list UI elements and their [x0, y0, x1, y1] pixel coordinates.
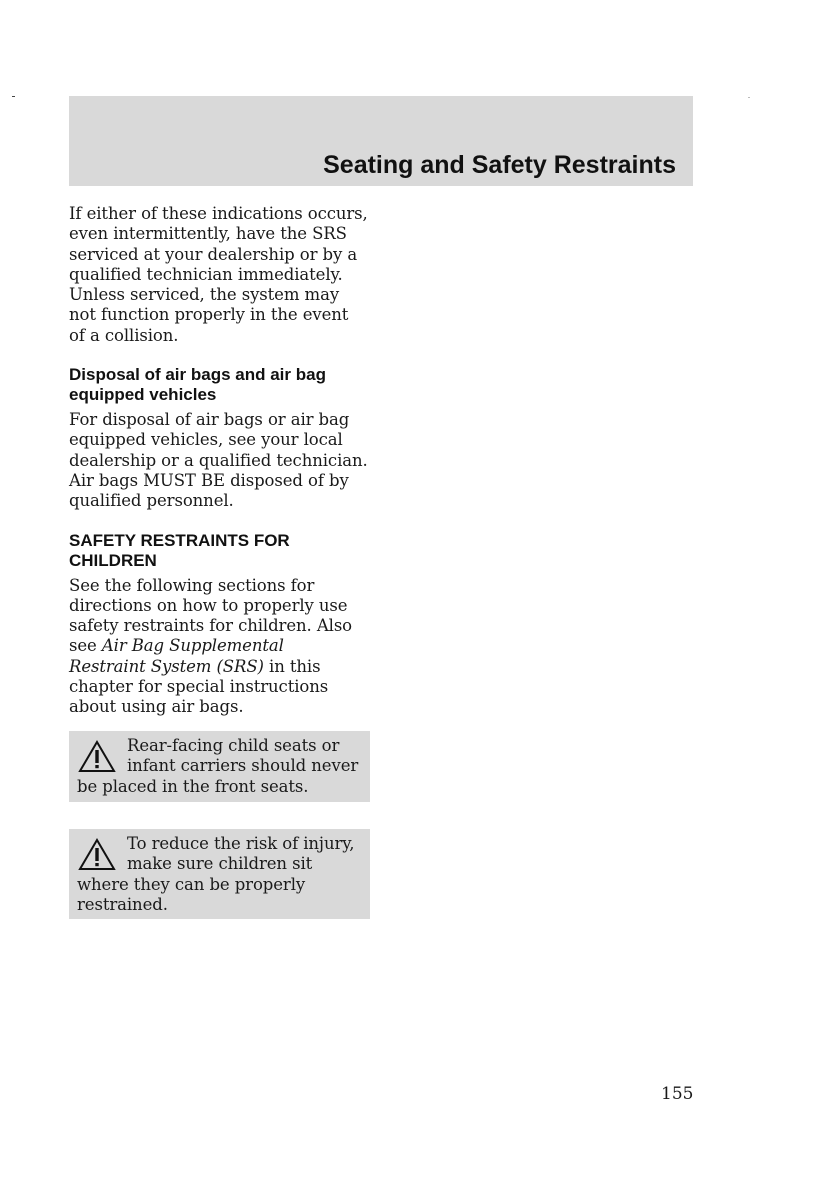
heading-line: CHILDREN	[69, 550, 157, 570]
child-restraints-paragraph	[69, 576, 371, 718]
chapter-title: Seating and Safety Restraints	[323, 151, 676, 179]
text-line: where they can be properly	[77, 874, 306, 894]
disposal-paragraph	[69, 410, 371, 511]
text-line: To reduce the risk of injury,	[127, 834, 355, 853]
text-line: directions on how to properly use	[69, 595, 348, 615]
srs-reference-link-text: Air Bag Supplemental	[101, 636, 284, 656]
text-line: dealership or a qualified technician.	[69, 450, 368, 470]
warning-box-rear-facing	[69, 731, 370, 802]
text-line: Rear-facing child seats or	[127, 736, 340, 755]
warning-box-children-restrained	[69, 829, 370, 919]
text-line	[69, 636, 371, 656]
warning-triangle-icon	[77, 837, 117, 871]
text-line: make sure children sit	[127, 854, 313, 874]
text-line	[69, 657, 371, 677]
text-line: Unless serviced, the system may	[69, 285, 340, 305]
crop-mark-right	[748, 97, 750, 98]
heading-line: equipped vehicles	[69, 385, 217, 405]
text-line: serviced at your dealership or by a	[69, 244, 358, 264]
text-line: be placed in the front seats.	[77, 776, 309, 796]
main-column	[69, 204, 371, 718]
warning-triangle-icon	[77, 739, 117, 773]
heading-line: Disposal of air bags and air bag	[69, 365, 326, 385]
warning-text	[77, 736, 362, 797]
srs-reference-link-text: Restraint System (SRS)	[69, 656, 264, 676]
text-line: equipped vehicles, see your local	[69, 430, 343, 450]
text-line: safety restraints for children. Also	[69, 616, 353, 636]
crop-mark	[12, 96, 15, 97]
text-line: restrained.	[77, 894, 168, 914]
disposal-heading	[69, 365, 371, 405]
child-restraints-heading	[69, 531, 371, 571]
text-line: qualified personnel.	[69, 491, 234, 511]
text-line: See the following sections for	[69, 575, 315, 595]
text-line: even intermittently, have the SRS	[69, 224, 347, 244]
text-fragment: in this	[263, 656, 321, 676]
text-line: Air bags MUST BE disposed of by	[69, 470, 349, 490]
text-line: If either of these indications occurs,	[69, 204, 368, 223]
text-line: chapter for special instructions	[69, 677, 329, 697]
text-line: infant carriers should never	[127, 756, 359, 776]
text-line: of a collision.	[69, 325, 179, 345]
warning-text	[77, 834, 362, 915]
text-fragment: see	[69, 636, 102, 656]
text-line: about using air bags.	[69, 697, 244, 717]
page-number: 155	[661, 1084, 694, 1104]
heading-line: SAFETY RESTRAINTS FOR	[69, 530, 290, 550]
text-line: qualified technician immediately.	[69, 264, 343, 284]
chapter-header-band	[69, 96, 693, 186]
text-line: not function properly in the event	[69, 305, 349, 325]
text-line: For disposal of air bags or air bag	[69, 410, 350, 430]
intro-paragraph	[69, 204, 371, 346]
